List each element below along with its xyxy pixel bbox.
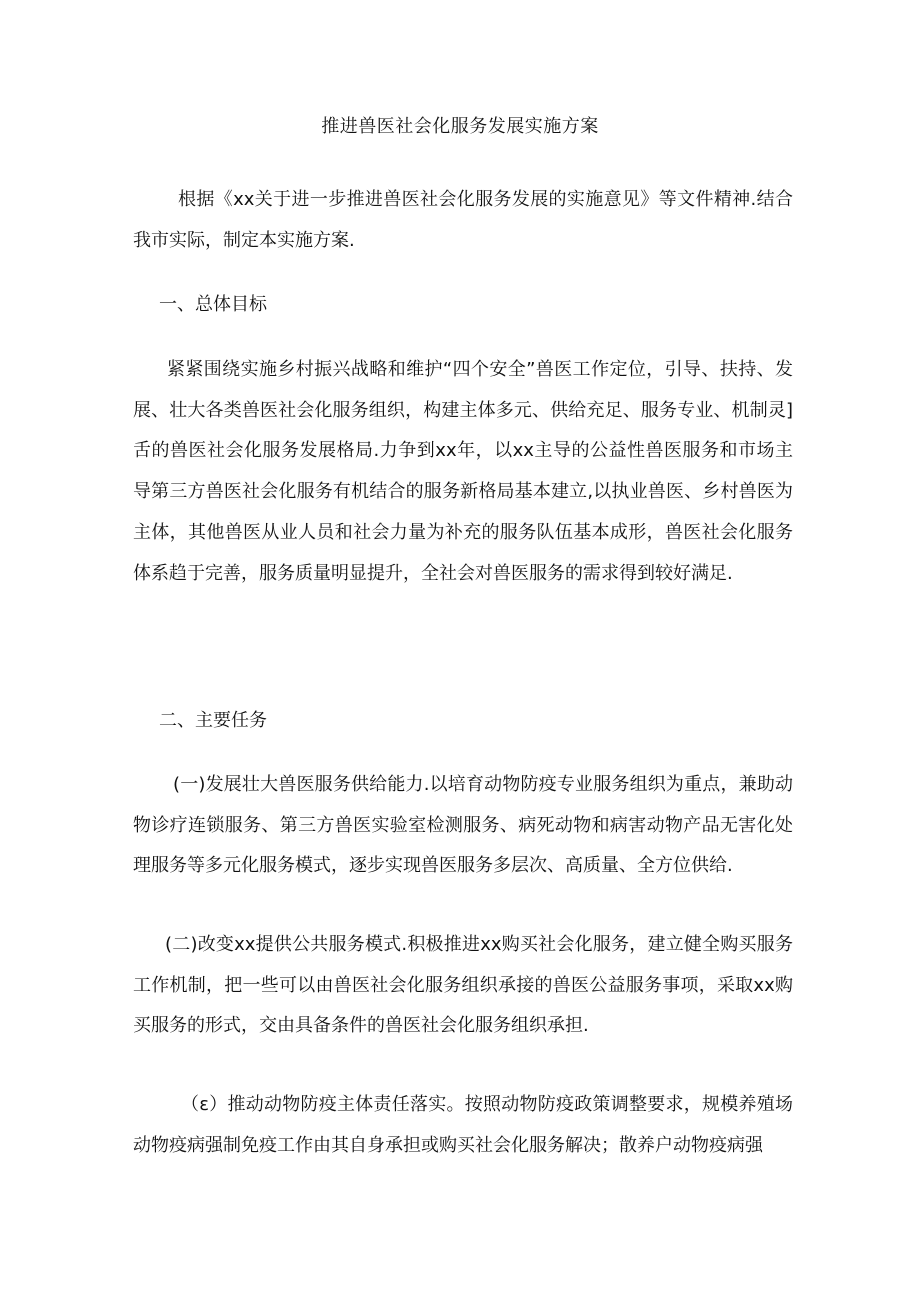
section1-heading: 一、总体目标: [159, 294, 267, 315]
task1-paragraph: (一)发展壮大兽医服务供给能力.以培育动物防疫专业服务组织为重点，兼助动物诊疗连锁服务、第三方兽医实验室检测服务、病死动物和病害动物产品无害化处理服务等多元化服务模式，逐步实现兽医服务多层次、高质量、全方位供给.: [133, 774, 793, 877]
task2-paragraph: (二)改变xx提供公共服务模式.积极推进xx购买社会化服务，建立健全购买服务工作机制，把一些可以由兽医社会化服务组织承接的兽医公益服务事项，采取xx购买服务的形式，交由具备条件的兽医社会化服务组织承担.: [133, 934, 793, 1037]
section1-body: 紧紧围绕实施乡村振兴战略和维护“四个安全”兽医工作定位，引导、扶持、发展、壮大各类兽医社会化服务组织，构建主体多元、供给充足、服务专业、机制灵]舌的兽医社会化服务发展格局.力争到xx年，以xx主导的公益性兽医服务和市场主导第三方兽医社会化服务有机结合的服务新格局基本建立,以执业兽医、乡村兽医为主体，其他兽医从业人员和社会力量为补充的服务队伍基本成形，兽医社会化服务体系趋于完善，服务质量明显提升，全社会对兽医服务的需求得到较好满足.: [133, 359, 793, 584]
intro-paragraph: 根据《xx关于进一步推进兽医社会化服务发展的实施意见》等文件精神.结合我市实际，制定本实施方案.: [133, 189, 793, 251]
task3-paragraph: （ɛ）推动动物防疫主体责任落实。按照动物防疫政策调整要求，规模养殖场动物疫病强制免疫工作由其自身承担或购买社会化服务解决；散养户动物疫病强: [133, 1094, 793, 1156]
section2-heading: 二、主要任务: [159, 710, 267, 731]
document-title: 推进兽医社会化服务发展实施方案: [321, 116, 599, 137]
